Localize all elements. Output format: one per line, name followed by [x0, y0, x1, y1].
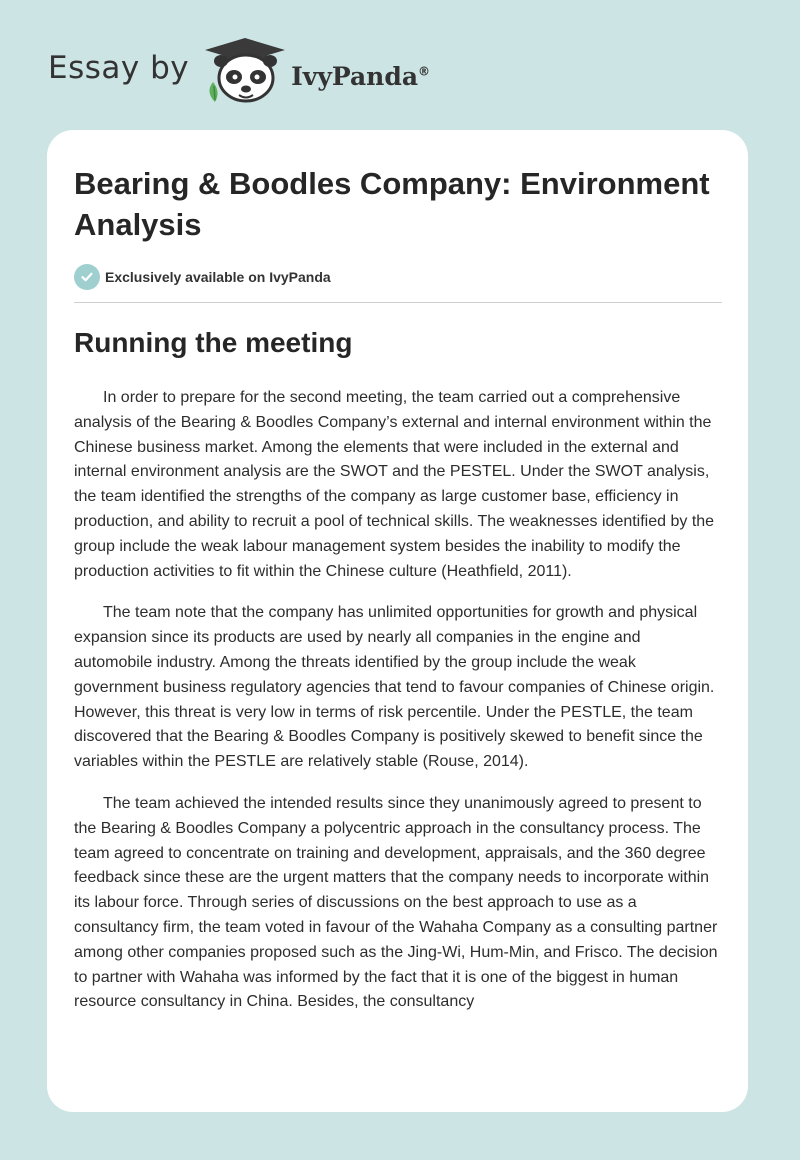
brand-name-text: IvyPanda: [291, 61, 419, 91]
exclusive-badge-label: Exclusively available on IvyPanda: [105, 269, 331, 285]
essay-card: [47, 130, 748, 1112]
exclusive-badge: [74, 264, 331, 290]
checkmark-icon: [74, 264, 100, 290]
section-heading: Running the meeting: [74, 327, 353, 358]
brand-name[interactable]: [291, 62, 430, 91]
page-title: Bearing & Boodles Company: Environment Analysis: [74, 166, 710, 242]
essay-body: [74, 386, 722, 1032]
site-header: [48, 28, 488, 118]
paragraph: The team note that the company has unlimited opportunities for growth and physical expansion since its products are used by nearly all companies in the engine and automobile industry. Among the threats identified by the group include the weak government business regulatory agencies that tend to favour companies of Chinese origin. However, this threat is very low in terms of risk percentile. Under the PESTLE, the team discovered that the Bearing & Boodles Company is positively skewed to benefit since the variables within the PESTLE are relatively stable (Rouse, 2014).: [74, 604, 715, 771]
paragraph: The team achieved the intended results since they unanimously agreed to present to the Bearing & Boodles Company a polycentric approach in the consultancy process. The team agreed to concentrate on training and development, appraisals, and the 360 degree feedback since these are the urgent matters that the company needs to incorporate within its labour force. Through series of discussions on the best approach to use as a consultancy firm, the team voted in favour of the Wahaha Company as a consulting partner among other companies proposed such as the Jing-Wi, Hum-Min, and Frisco. The decision to partner with Wahaha was informed by the fact that it is one of the biggest in human resource consultancy in China. Besides, the consultancy: [74, 794, 718, 1011]
divider: [74, 302, 722, 303]
essay-by-label: Essay by: [48, 50, 190, 86]
panda-logo-icon[interactable]: [203, 34, 287, 111]
paragraph: In order to prepare for the second meeting, the team carried out a comprehensive analysis of the Bearing & Boodles Company’s external and internal environment within the Chinese business market. Among the elements that were included in the external and internal environment analysis are the SWOT and the PESTEL. Under the SWOT analysis, the team identified the strengths of the company as large customer base, efficiency in production, and ability to recruit a pool of technical skills. The weaknesses identified by the group include the weak labour management system besides the inability to modify the production activities to fit within the Chinese culture (Heathfield, 2011).: [74, 389, 715, 580]
registered-mark: ®: [418, 64, 431, 79]
